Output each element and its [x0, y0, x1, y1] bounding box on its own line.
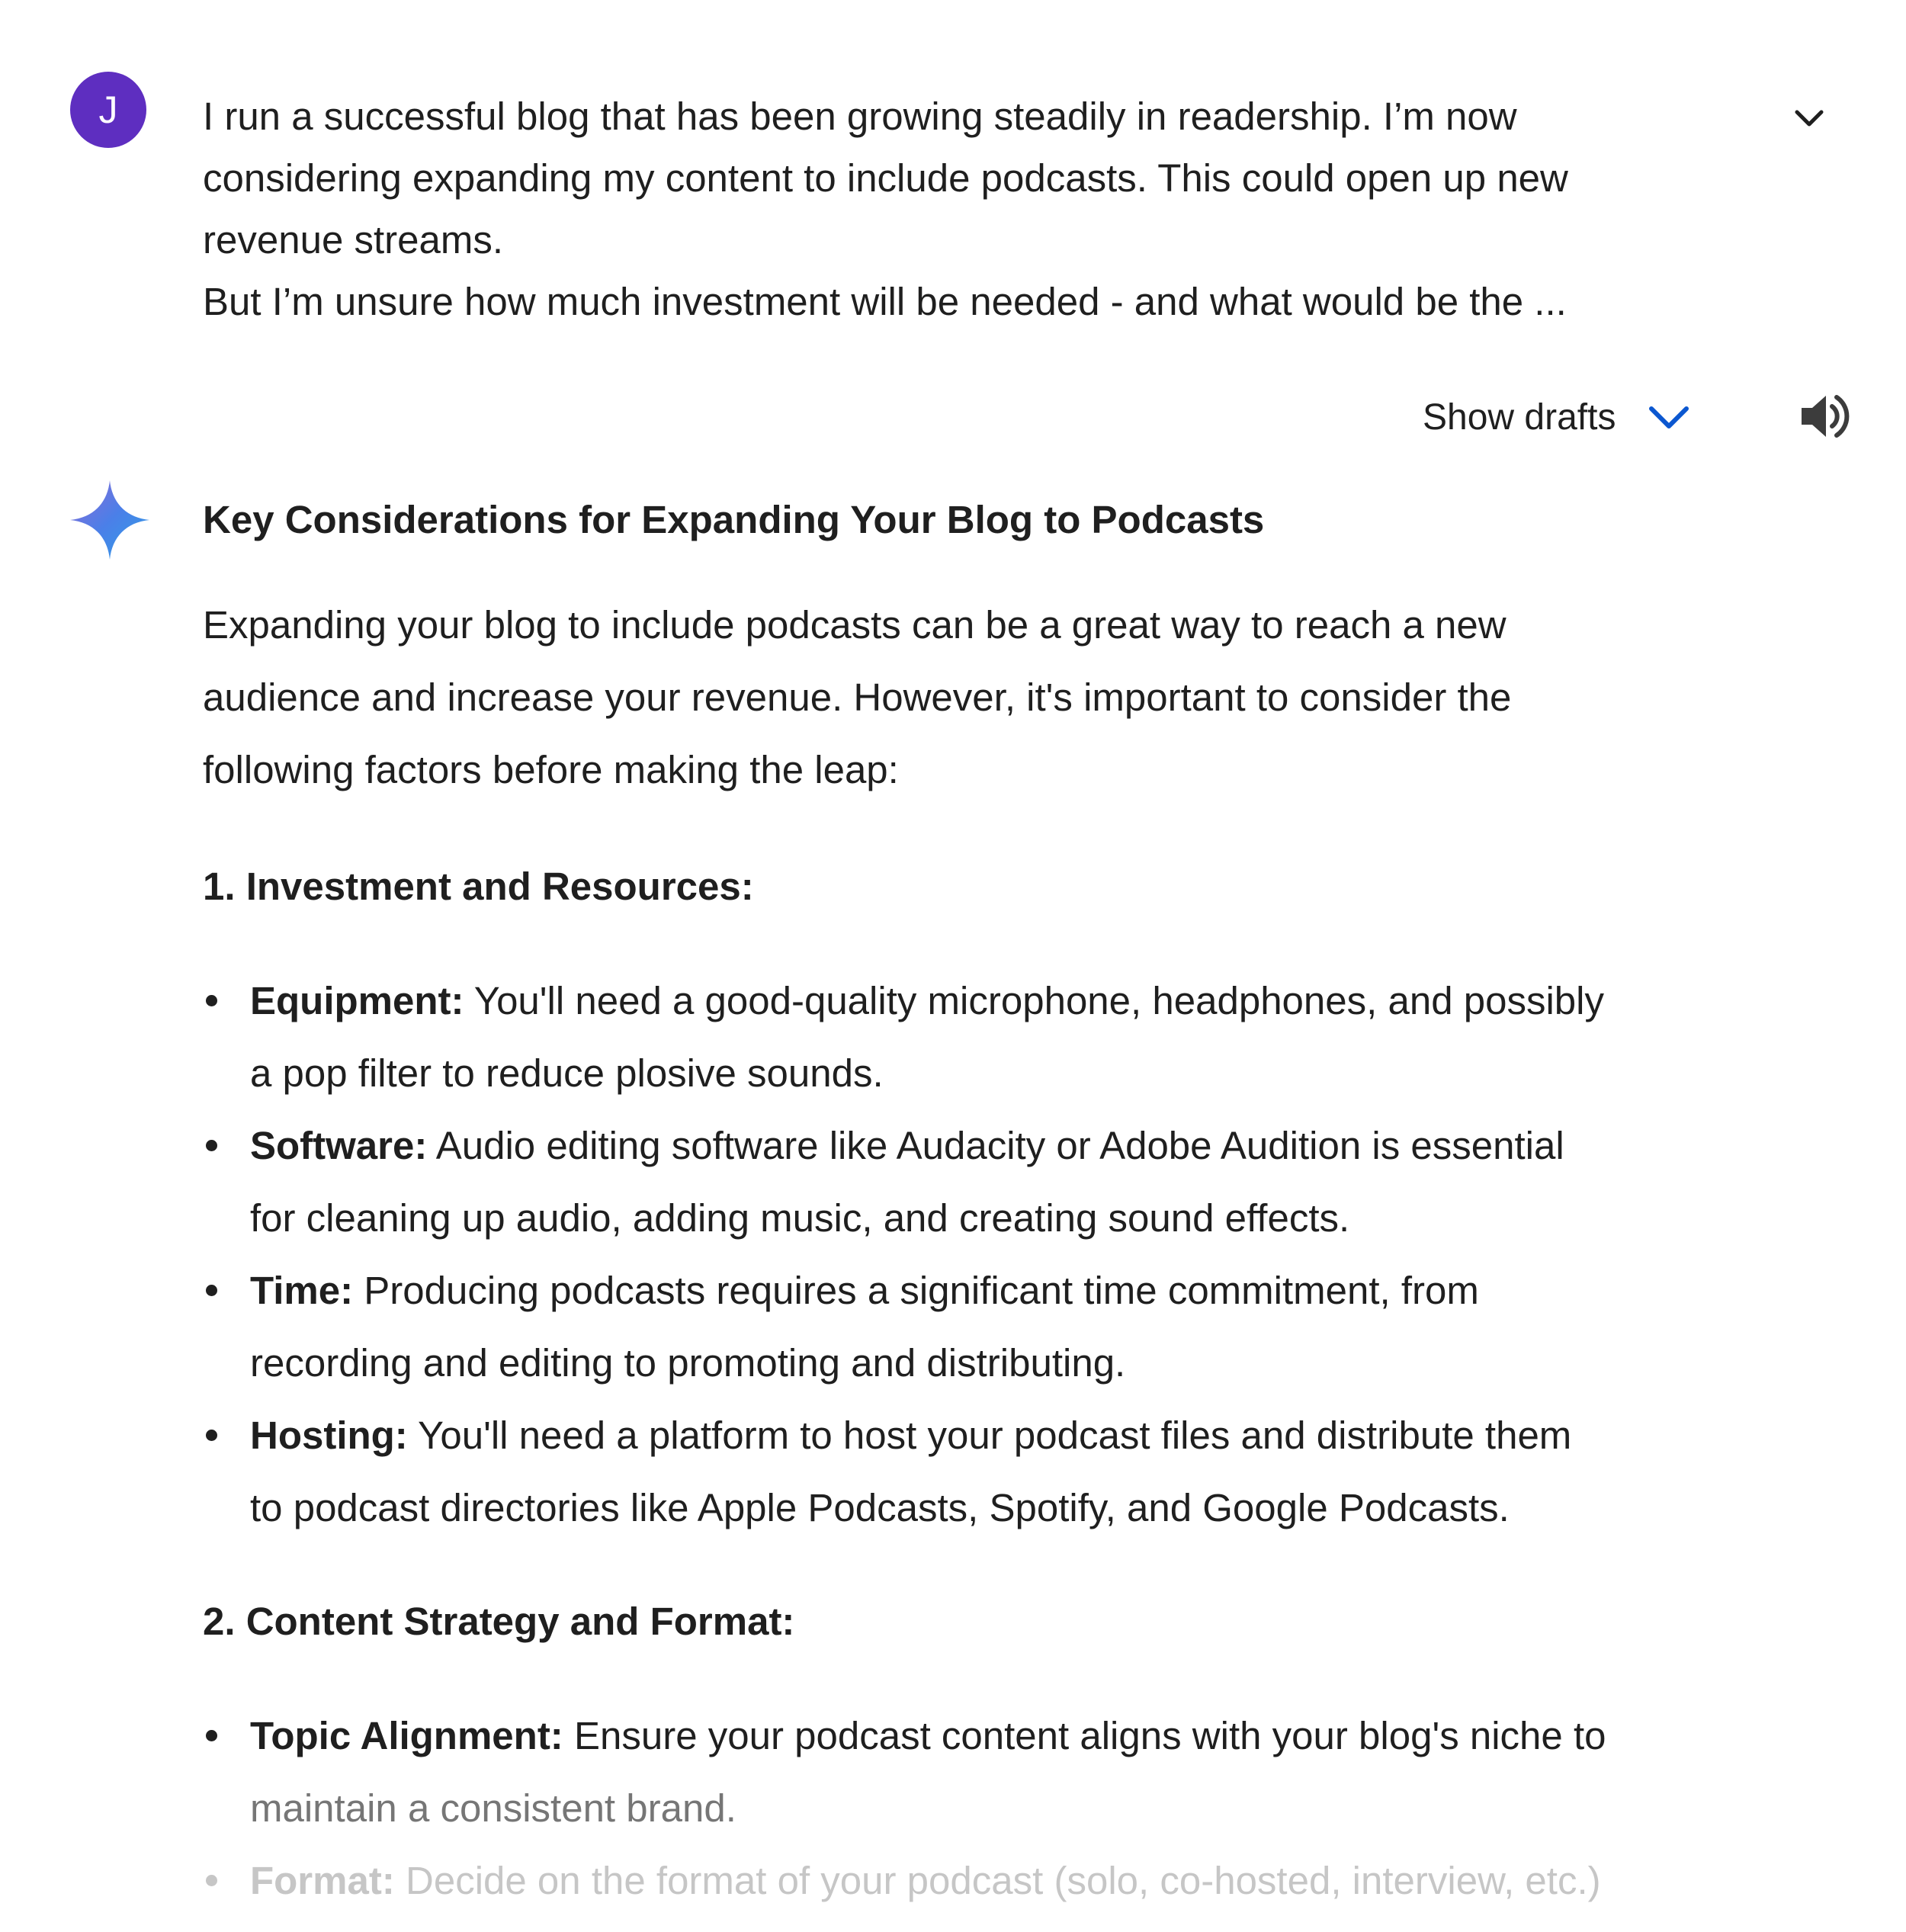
chevron-down-icon	[1794, 108, 1824, 128]
section-heading: 1. Investment and Resources:	[203, 865, 754, 908]
prompt-line: revenue streams.	[203, 218, 504, 262]
list-item	[203, 964, 1758, 1109]
user-prompt	[203, 85, 1728, 332]
list-item	[203, 1254, 1758, 1399]
bullet-text: Ensure your podcast content aligns with your blog's niche to	[563, 1714, 1606, 1757]
prompt-line: I run a successful blog that has been growing steadily in readership. I’m now	[203, 95, 1517, 138]
prompt-line: But I’m unsure how much investment will be needed - and what would be the ...	[203, 280, 1567, 323]
list-item	[203, 1699, 1758, 1844]
list-item	[203, 1844, 1758, 1917]
response-body	[203, 488, 1758, 1917]
show-drafts-button[interactable]	[1423, 390, 1693, 444]
bullet-continuation: for cleaning up audio, adding music, and creating sound effects.	[250, 1196, 1350, 1240]
volume-icon	[1799, 390, 1852, 443]
bullet-first-line	[250, 1109, 1758, 1182]
bullet-term: Topic Alignment:	[250, 1714, 563, 1757]
intro-line: Expanding your blog to include podcasts can be a great way to reach a new	[203, 603, 1507, 647]
bullet-first-line	[250, 1399, 1758, 1471]
bullet-list	[203, 964, 1758, 1544]
bullet-list	[203, 1699, 1758, 1917]
bullet-text: Producing podcasts requires a significant time commitment, from	[353, 1269, 1479, 1312]
expand-prompt-button[interactable]	[1782, 99, 1836, 137]
bullet-text: Decide on the format of your podcast (solo, co-hosted, interview, etc.)	[394, 1859, 1601, 1902]
bullet-term: Format:	[250, 1859, 395, 1902]
intro-line: following factors before making the leap:	[203, 748, 899, 791]
bullet-term: Hosting:	[250, 1414, 408, 1457]
response-title: Key Considerations for Expanding Your Blog to Podcasts	[203, 498, 1265, 541]
bullet-text: You'll need a platform to host your podcast files and distribute them	[407, 1414, 1572, 1457]
list-item	[203, 1109, 1758, 1254]
bullet-term: Software:	[250, 1124, 428, 1167]
avatar-initial: J	[98, 88, 118, 131]
bullet-text: Audio editing software like Audacity or Adobe Audition is essential	[427, 1124, 1564, 1167]
gemini-spark-icon	[70, 480, 149, 560]
intro-paragraph	[203, 589, 1758, 806]
list-item	[203, 1399, 1758, 1544]
chevron-down-icon	[1648, 400, 1693, 434]
listen-button[interactable]	[1796, 387, 1854, 445]
bullet-continuation: recording and editing to promoting and distributing.	[250, 1341, 1126, 1385]
bullet-first-line	[250, 1844, 1758, 1917]
show-drafts-label: Show drafts	[1423, 396, 1616, 438]
user-avatar	[70, 72, 146, 148]
bullet-first-line	[250, 1254, 1758, 1327]
bullet-continuation: a pop filter to reduce plosive sounds.	[250, 1051, 884, 1095]
bullet-text: You'll need a good-quality microphone, headphones, and possibly	[464, 979, 1604, 1022]
intro-line: audience and increase your revenue. However, it's important to consider the	[203, 676, 1512, 719]
bullet-continuation: to podcast directories like Apple Podcasts, Spotify, and Google Podcasts.	[250, 1486, 1510, 1529]
bullet-term: Time:	[250, 1269, 354, 1312]
bullet-term: Equipment:	[250, 979, 464, 1022]
bullet-first-line	[250, 964, 1758, 1037]
section-heading: 2. Content Strategy and Format:	[203, 1600, 795, 1643]
prompt-line: considering expanding my content to include podcasts. This could open up new	[203, 156, 1568, 200]
bullet-continuation: maintain a consistent brand.	[250, 1786, 736, 1830]
bullet-first-line	[250, 1699, 1758, 1772]
